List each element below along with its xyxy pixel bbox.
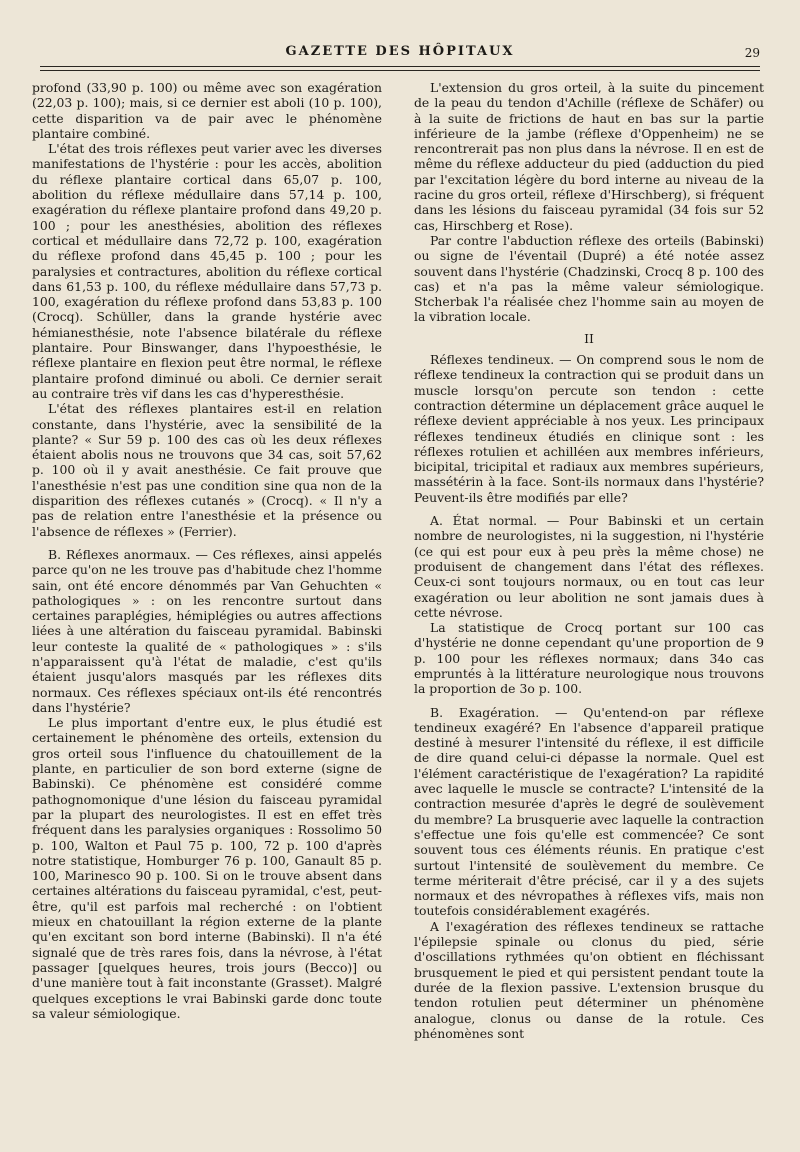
paragraph: Le plus important d'entre eux, le plus étudié est certainement le phénomène des orteils, extension du gros orteil sous l'influence du chatouillement de la plante, en particulier de son bord externe (signe de Babinski). Ce phénomène est considéré comme pathognomonique d'une lésion du faisceau pyramidal par la plupart des neurologistes. Il est en effet très fréquent dans les paralysies organiques : Rossolimo 50 p. 100, Walton et Paul 75 p. 100, 72 p. 100 d'après notre statistique, Homburger 76 p. 100, Ganault 85 p. 100, Marinesco 90 p. 100. Si on le trouve absent dans certaines altérations du faisceau pyramidal, c'est, peut-être, qu'il est parfois mal recherché : on l'obtient mieux en chatouillant la région externe de la plante qu'en excitant son bord interne (Babinski). Il n'a été signalé que de très rares fois, dans la névrose, à l'état passager [quelques heures, trois jours (Becco)] ou d'une manière tout à fait inconstante (Grasset). Malgré quelques exceptions le vrai Babinski garde donc toute sa valeur sémiologique. [32,715,382,1021]
paragraph: Par contre l'abduction réflexe des orteils (Babinski) ou signe de l'éventail (Dupré) a été notée assez souvent dans l'hystérie (Chadzinski, Crocq 8 p. 100 des cas) et n'a pas la même valeur sémiologique. Stcherbak l'a réalisée chez l'homme sain au moyen de la vibration locale. [414,232,764,325]
paragraph-gap [32,539,382,547]
journal-title: GAZETTE DES HÔPITAUX [285,44,515,59]
paragraph-gap [414,505,764,513]
section-number: II [584,330,594,346]
right-column [414,80,764,1041]
paragraph: Réflexes tendineux. — On comprend sous le nom de réflexe tendineux la contraction qui se produit dans un muscle lorsqu'on percute son tendon : cette contraction détermine un déplacement grâce auquel le réflexe devient appréciable à nos yeux. Les principaux réflexes tendineux étudiés en clinique sont : les réflexes rotulien et achilléen aux membres inférieurs, bicipital, tricipital et radiaux aux membres supérieurs, massétérin à la face. Sont-ils normaux dans l'hystérie? Peuvent-ils être modifiés par elle? [414,352,764,505]
paragraph: La statistique de Crocq portant sur 100 cas d'hystérie ne donne cependant qu'une proportion de 9 p. 100 pour les réflexes normaux; dans 34o cas empruntés à la littérature neurologique nous trouvons la proportion de 3o p. 100. [414,620,764,697]
paragraph: B. Exagération. — Qu'entend-on par réflexe tendineux exagéré? En l'absence d'appareil pratique destiné à mesurer l'intensité du réflexe, il est difficile de dire quand celui-ci dépasse la normale. Quel est l'élément caractéristique de l'exagération? La rapidité avec laquelle le muscle se contracte? L'intensité de la contraction mesurée d'après le degré de soulèvement du membre? La brusquerie avec laquelle la contraction s'effectue une fois qu'elle est commencée? Ce sont souvent tous ces éléments réunis. En pratique c'est surtout l'intensité de soulèvement du membre. Ce terme mériterait d'être précisé, car il y a des sujets normaux et des névropathes à réflexes vifs, mais non toutefois considérablement exagérés. [414,704,764,919]
left-column [32,80,382,1021]
paragraph: L'état des trois réflexes peut varier avec les diverses manifestations de l'hystérie : pour les accès, abolition du réflexe plantaire cortical dans 65,07 p. 100, abolition du réflexe médullaire dans 57,14 p. 100, exagération du réflexe plantaire profond dans 49,20 p. 100 ; pour les anesthésies, abolition des réflexes cortical et médullaire dans 72,72 p. 100, exagération du réflexe profond dans 45,45 p. 100 ; pour les paralysies et contractures, abolition du réflexe cortical dans 61,53 p. 100, du réflexe médullaire dans 57,73 p. 100, exagération du réflexe profond dans 53,83 p. 100 (Crocq). Schüller, dans la grande hystérie avec hémianesthésie, note l'absence bilatérale du réflexe plantaire. Pour Binswanger, dans l'hypoesthésie, le réflexe plantaire en flexion peut être normal, le réflexe plantaire profond diminué ou aboli. Ce dernier serait au contraire très vif dans les cas d'hyperesthésie. [32,141,382,401]
header-rule-thick [40,66,760,67]
paragraph: L'extension du gros orteil, à la suite du pincement de la peau du tendon d'Achille (réflexe de Schäfer) ou à la suite de frictions de haut en bas sur la partie inférieure de la jambe (réflexe d'Oppenheim) ne se rencontrerait pas non plus dans la névrose. Il en est de même du réflexe adducteur du pied (adduction du pied par l'excitation légère du bord interne au niveau de la racine du gros orteil, réflexe d'Hirschberg), si fréquent dans les lésions du faisceau pyramidal (34 fois sur 52 cas, Hirschberg et Rose). [414,80,764,233]
running-header [40,44,760,62]
header-rule-thin [40,70,760,71]
page-number: 29 [744,46,760,60]
paragraph: A l'exagération des réflexes tendineux se rattache l'épilepsie spinale ou clonus du pied, série d'oscillations rythmées qu'on obtient en fléchissant brusquement le pied et qui persistent pendant toute la durée de la flexion passive. L'extension brusque du tendon rotulien peut déterminer un phénomène analogue, clonus ou danse de la rotule. Ces phénomènes sont [414,918,764,1041]
paragraph: profond (33,90 p. 100) ou même avec son exagération (22,03 p. 100); mais, si ce dernier est aboli (10 p. 100), cette disparition va de pair avec le phénomène plantaire combiné. [32,80,382,141]
paragraph: A. État normal. — Pour Babinski et un certain nombre de neurologistes, ni la suggestion, ni l'hystérie (ce qui est pour eux à peu près la même chose) ne produisent de changement dans l'état des réflexes. Ceux-ci sont toujours normaux, ou en tout cas leur exagération ou leur abolition ne sont jamais dues à cette névrose. [414,513,764,620]
paragraph: L'état des réflexes plantaires est-il en relation constante, dans l'hystérie, avec la sensibilité de la plante? « Sur 59 p. 100 des cas où les deux réflexes étaient abolis nous ne trouvons que 34 cas, soit 57,62 p. 100 où il y avait anesthésie. Ce fait prouve que l'anesthésie n'est pas une condition sine qua non de la disparition des réflexes cutanés » (Crocq). « Il n'y a pas de relation entre l'anesthésie et la présence ou l'absence de réflexes » (Ferrier). [32,401,382,539]
paragraph: B. Réflexes anormaux. — Ces réflexes, ainsi appelés parce qu'on ne les trouve pas d'habitude chez l'homme sain, ont été encore dénommés par Van Gehuchten « pathologiques » : on les rencontre surtout dans certaines paraplégies, hémiplégies ou autres affections liées à une altération du faisceau pyramidal. Babinski leur conteste la qualité de « pathologiques » : s'ils n'apparaissent qu'à l'état de maladie, c'est qu'ils étaient jusqu'alors masqués par les réflexes dits normaux. Ces réflexes spéciaux ont-ils été rencontrés dans l'hystérie? [32,546,382,715]
paragraph-gap [414,697,764,705]
